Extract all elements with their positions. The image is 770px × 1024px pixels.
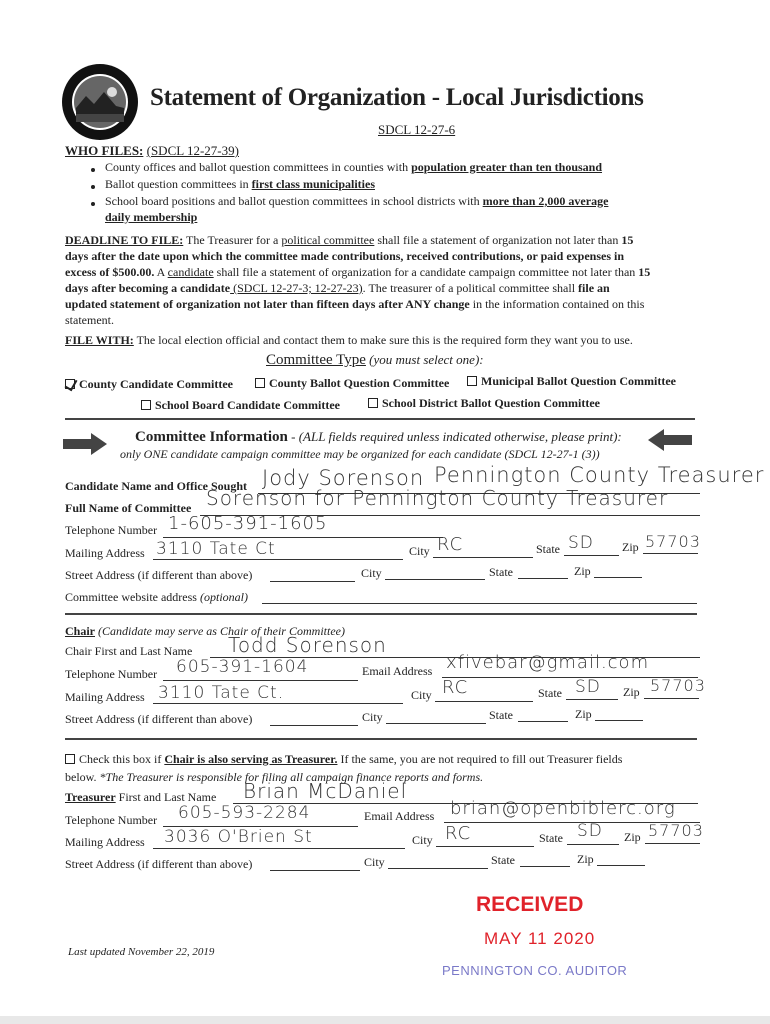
treasurer-mailing-label: Mailing Address	[65, 835, 145, 849]
deadline-line: excess of $500.00. A candidate shall file a statement of organization for a candidate campaign committee not later than 15	[65, 265, 651, 279]
treasurer-zip-label: Zip	[577, 852, 594, 866]
treasurer-state-label: State	[539, 831, 563, 845]
state-seal-logo	[60, 62, 140, 142]
chair-phone-value[interactable]: 605-391-1604	[176, 657, 309, 677]
treasurer-city-value[interactable]: RC	[445, 823, 472, 844]
chair-state-label: State	[489, 708, 513, 722]
committee-type-option[interactable]: County Candidate Committee	[65, 377, 233, 392]
chair-heading: Chair (Candidate may serve as Chair of their Committee)	[65, 624, 345, 638]
treasurer-phone-label: Telephone Number	[65, 813, 158, 827]
chair-state-label: State	[538, 686, 562, 700]
checkbox[interactable]	[467, 376, 477, 386]
chair-zip-label: Zip	[623, 685, 640, 699]
committee-info-subheading: only ONE candidate campaign committee may be organized for each candidate (SDCL 12-27-1 (3))	[120, 447, 600, 461]
city-value[interactable]: RC	[437, 534, 464, 555]
treasurer-zip-value[interactable]: 57703	[648, 821, 704, 840]
chair-city-label: City	[362, 710, 383, 724]
chair-zip-value[interactable]: 57703	[650, 676, 706, 695]
chair-city-label: City	[411, 688, 432, 702]
treasurer-state-value[interactable]: SD	[577, 821, 603, 841]
last-updated: Last updated November 22, 2019	[68, 946, 215, 958]
committee-info-heading: Committee Information - (ALL fields required unless indicated otherwise, please print):	[135, 429, 622, 445]
deadline-line: days after the date upon which the committee made contributions, received contributions, or paid expenses in	[65, 249, 624, 263]
chair-mailing-label: Mailing Address	[65, 690, 145, 704]
checkbox[interactable]	[255, 378, 265, 388]
deadline-line: statement.	[65, 313, 114, 327]
who-files-heading: WHO FILES: (SDCL 12-27-39)	[65, 143, 239, 158]
treasurer-state-label: State	[491, 853, 515, 867]
same-as-chair-checkbox-line[interactable]: Check this box if Chair is also serving as Treasurer. If the same, you are not required to fill out Treasurer fields	[65, 752, 622, 767]
city-label: City	[409, 544, 430, 558]
chair-city-value[interactable]: RC	[442, 677, 469, 698]
state-value[interactable]: SD	[568, 533, 594, 553]
chair-email-value[interactable]: xfivebar@gmail.com	[446, 652, 650, 673]
chair-zip-label: Zip	[575, 707, 592, 721]
chair-state-value[interactable]: SD	[575, 677, 601, 697]
arrow-left-icon	[648, 429, 692, 456]
state-label: State	[489, 565, 513, 579]
checkbox[interactable]	[368, 398, 378, 408]
treasurer-name-value[interactable]: Brian McDaniel	[243, 779, 408, 803]
who-files-item: School board positions and ballot question committees in school districts with more than 2,000 average	[105, 194, 609, 208]
treasurer-city-label: City	[364, 855, 385, 869]
chair-email-label: Email Address	[362, 664, 433, 678]
committee-type-heading: Committee Type (you must select one):	[266, 352, 484, 368]
mailing-address-value[interactable]: 3110 Tate Ct	[156, 539, 276, 559]
treasurer-city-label: City	[412, 833, 433, 847]
deadline-line: days after becoming a candidate (SDCL 12-27-3; 12-27-23). The treasurer of a political committee shall file an	[65, 281, 610, 295]
zip-label: Zip	[574, 564, 591, 578]
who-files-item-continued: daily membership	[105, 210, 198, 224]
received-date-stamp: MAY 11 2020	[484, 929, 596, 948]
street-address-label: Street Address (if different than above)	[65, 568, 253, 582]
checkbox-checked[interactable]	[65, 379, 75, 389]
treasurer-zip-label: Zip	[624, 830, 641, 844]
page-title: Statement of Organization - Local Jurisdictions	[150, 84, 644, 111]
who-files-item: Ballot question committees in first class municipalities	[105, 177, 375, 191]
committee-name-value[interactable]: Sorenson for Pennington County Treasurer	[206, 486, 669, 510]
state-label: State	[536, 542, 560, 556]
candidate-label: Candidate Name and Office Sought	[65, 479, 248, 493]
treasurer-street-label: Street Address (if different than above)	[65, 857, 253, 871]
committee-type-option[interactable]: School District Ballot Question Committee	[368, 396, 600, 411]
auditor-stamp: PENNINGTON CO. AUDITOR	[442, 963, 628, 978]
phone-label: Telephone Number	[65, 523, 158, 537]
chair-name-label: Chair First and Last Name	[65, 644, 193, 658]
office-sought-value[interactable]: Pennington County Treasurer	[434, 463, 765, 487]
zip-value[interactable]: 57703	[645, 532, 701, 551]
deadline-line: updated statement of organization not later than fifteen days after ANY change in the information contained on this	[65, 297, 645, 311]
mailing-address-label: Mailing Address	[65, 546, 145, 560]
committee-type-option[interactable]: County Ballot Question Committee	[255, 376, 449, 391]
who-files-item: County offices and ballot question committees in counties with population greater than ten thousand	[105, 160, 603, 174]
chair-street-label: Street Address (if different than above)	[65, 712, 253, 726]
treasurer-name-label: Treasurer First and Last Name	[65, 790, 217, 804]
zip-label: Zip	[622, 540, 639, 554]
scan-bottom-edge	[0, 1016, 770, 1024]
statute-reference: SDCL 12-27-6	[378, 122, 456, 137]
treasurer-note: below. *The Treasurer is responsible for filing all campaign finance reports and forms.	[65, 770, 484, 784]
phone-value[interactable]: 1-605-391-1605	[168, 513, 328, 534]
deadline-line: DEADLINE TO FILE: The Treasurer for a political committee shall file a statement of organization not later than 15	[65, 233, 634, 247]
treasurer-phone-value[interactable]: 605-593-2284	[178, 803, 311, 823]
treasurer-email-label: Email Address	[364, 809, 435, 823]
treasurer-email-value[interactable]: brian@openbiblerc.org	[450, 798, 676, 819]
chair-mailing-value[interactable]: 3110 Tate Ct.	[158, 683, 285, 703]
checkbox[interactable]	[141, 400, 151, 410]
received-stamp: RECEIVED	[476, 893, 584, 916]
city-label: City	[361, 566, 382, 580]
chair-phone-label: Telephone Number	[65, 667, 158, 681]
committee-type-option[interactable]: School Board Candidate Committee	[141, 398, 340, 413]
website-label: Committee website address (optional)	[65, 590, 248, 604]
chair-name-value[interactable]: Todd Sorenson	[228, 633, 387, 657]
arrow-right-icon	[63, 433, 107, 460]
checkbox[interactable]	[65, 754, 75, 764]
file-with-line: FILE WITH: The local election official and contact them to make sure this is the required form they want you to use.	[65, 333, 633, 347]
committee-name-label: Full Name of Committee	[65, 501, 192, 515]
treasurer-mailing-value[interactable]: 3036 O'Brien St	[164, 827, 313, 847]
candidate-name-value[interactable]: Jody Sorenson	[262, 466, 425, 490]
committee-type-option[interactable]: Municipal Ballot Question Committee	[467, 374, 676, 389]
